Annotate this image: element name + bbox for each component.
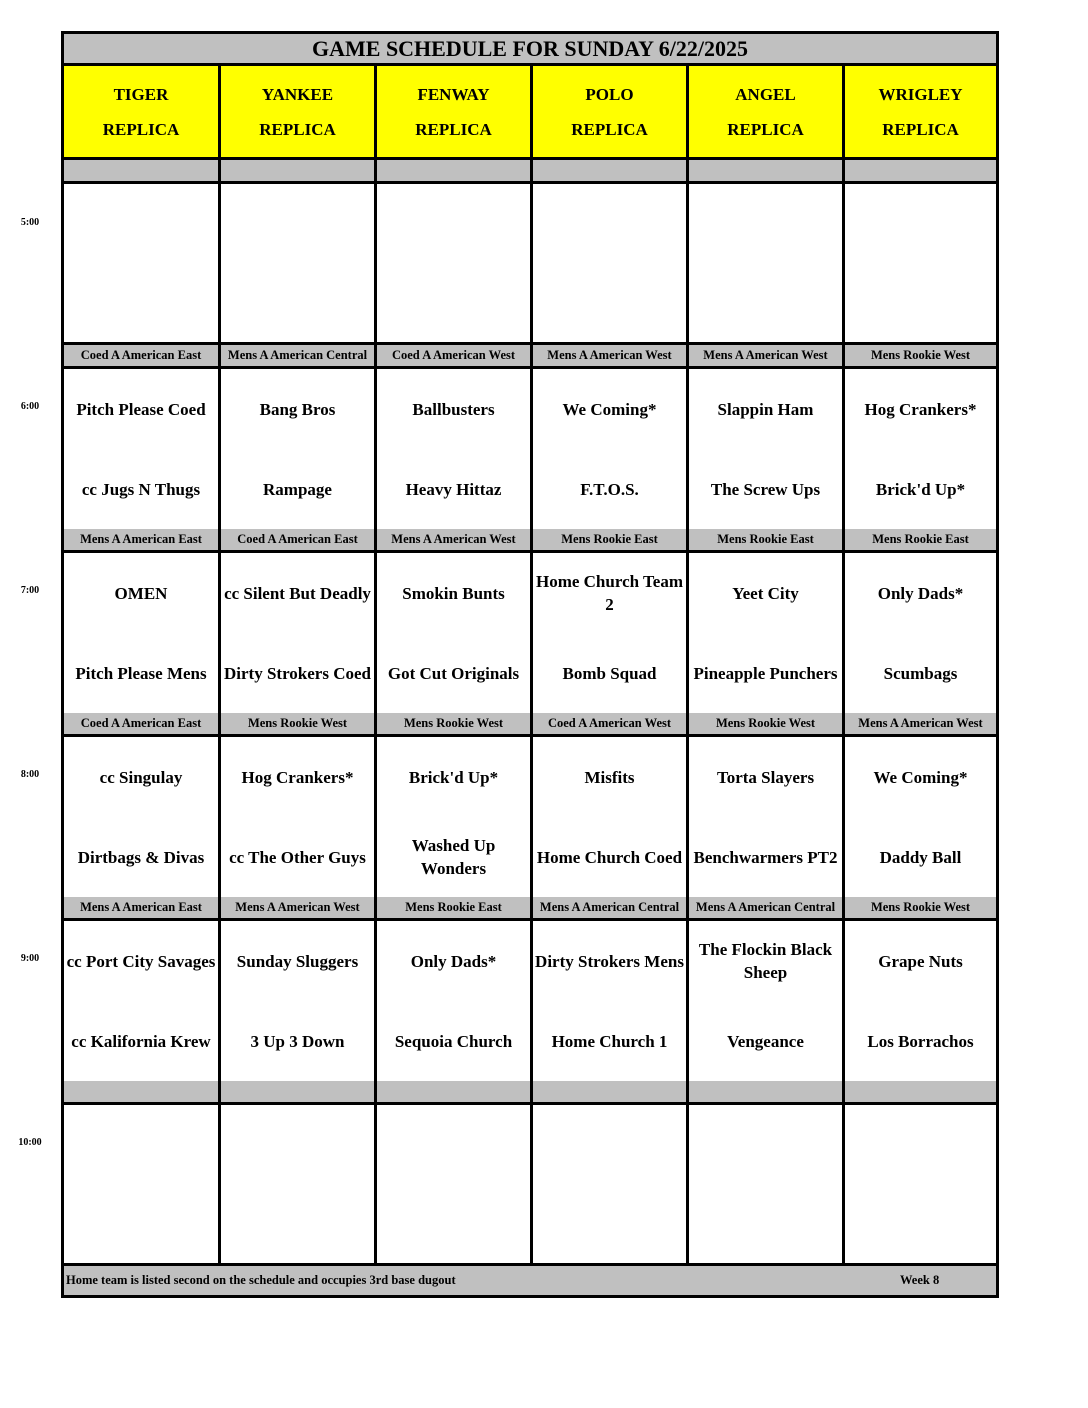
away-team: Bang Bros <box>259 399 336 419</box>
game-cell <box>533 369 686 529</box>
division-label <box>533 345 686 366</box>
division-label <box>377 529 530 550</box>
home-team: Los Borrachos <box>867 1031 974 1051</box>
game-cell <box>689 553 842 713</box>
spacer-cell <box>221 1081 374 1102</box>
game-cell <box>377 553 530 713</box>
time-label: 10:00 <box>18 1137 42 1148</box>
division-label <box>845 713 996 734</box>
game-cell <box>845 553 996 713</box>
footer-row <box>64 1266 996 1295</box>
away-team: Slappin Ham <box>717 399 814 419</box>
division-label <box>377 713 530 734</box>
empty-slot-cell <box>845 1105 996 1263</box>
division-label <box>64 897 218 918</box>
field-type: REPLICA <box>571 119 648 139</box>
game-cell <box>221 737 374 897</box>
away-team: Misfits <box>584 767 635 787</box>
game-cell <box>689 369 842 529</box>
empty-slot-cell <box>533 184 686 342</box>
time-label: 7:00 <box>20 585 40 596</box>
empty-slot-cell <box>221 184 374 342</box>
field-type: REPLICA <box>102 119 180 139</box>
home-team: cc Jugs N Thugs <box>81 479 201 499</box>
game-row <box>64 369 996 529</box>
division-label <box>64 345 218 366</box>
home-team: Pineapple Punchers <box>693 663 838 683</box>
away-team: OMEN <box>114 583 168 603</box>
spacer-cell <box>64 1081 218 1102</box>
game-cell <box>221 369 374 529</box>
spacer-cell <box>64 160 218 181</box>
empty-slot-cell <box>533 1105 686 1263</box>
footer-note: Home team is listed second on the schedule and occupies 3rd base dugout <box>66 1273 456 1287</box>
division-label <box>689 713 842 734</box>
away-team: cc Silent But Deadly <box>224 583 371 603</box>
game-cell <box>221 921 374 1081</box>
game-cell <box>377 921 530 1081</box>
division-label <box>533 897 686 918</box>
away-team: We Coming* <box>562 399 657 419</box>
home-team: cc Kalifornia Krew <box>71 1031 211 1051</box>
division-label <box>845 345 996 366</box>
spacer-cell <box>221 160 374 181</box>
division-label <box>221 529 374 550</box>
division-text: Mens A American West <box>703 348 828 362</box>
division-row <box>64 897 996 918</box>
division-text: Mens Rookie West <box>870 348 971 362</box>
spacer-cell <box>845 160 996 181</box>
field-type: REPLICA <box>415 119 492 139</box>
spacer-cell <box>689 1081 842 1102</box>
game-cell <box>533 921 686 1081</box>
schedule-sheet <box>61 31 999 1298</box>
field-header-polo <box>533 66 686 157</box>
game-cell <box>64 921 218 1081</box>
division-text: Mens A American East <box>80 532 202 546</box>
empty-slot-cell <box>377 184 530 342</box>
field-header-tiger <box>64 66 218 157</box>
field-header-yankee <box>221 66 374 157</box>
empty-slot-cell <box>689 184 842 342</box>
division-row <box>64 713 996 734</box>
division-text: Mens Rookie West <box>247 716 348 730</box>
page-title: GAME SCHEDULE FOR SUNDAY 6/22/2025 <box>312 35 748 61</box>
home-team: Rampage <box>263 479 332 499</box>
division-label <box>533 713 686 734</box>
away-team: cc Port City Savages <box>66 951 216 971</box>
empty-slot-cell <box>221 1105 374 1263</box>
away-team: We Coming* <box>873 767 968 787</box>
empty-slot-cell <box>845 184 996 342</box>
division-text: Mens A American West <box>858 716 983 730</box>
division-text: Coed A American East <box>80 348 202 362</box>
spacer-cell <box>533 160 686 181</box>
home-team: Heavy Hittaz <box>405 479 502 499</box>
division-label <box>377 345 530 366</box>
field-name: ANGEL <box>735 84 796 104</box>
division-label <box>221 345 374 366</box>
field-type: REPLICA <box>882 119 959 139</box>
spacer-cell <box>377 1081 530 1102</box>
division-text: Coed A American West <box>547 716 672 730</box>
division-text: Mens Rookie East <box>561 532 658 546</box>
home-team: The Screw Ups <box>710 479 821 499</box>
game-cell <box>64 369 218 529</box>
away-team: Sunday Sluggers <box>236 951 359 971</box>
game-row <box>64 553 996 713</box>
field-name: FENWAY <box>417 84 490 104</box>
empty-slot-cell <box>64 1105 218 1263</box>
division-text: Mens A American West <box>391 532 516 546</box>
field-type: REPLICA <box>727 119 804 139</box>
game-cell <box>377 737 530 897</box>
division-label <box>64 713 218 734</box>
home-team: 3 Up 3 Down <box>250 1031 345 1051</box>
division-text: Mens Rookie West <box>403 716 504 730</box>
field-header-angel <box>689 66 842 157</box>
spacer-cell <box>533 1081 686 1102</box>
home-team: Dirty Strokers Coed <box>224 663 371 683</box>
empty-slot-row <box>64 184 996 342</box>
away-team: Hog Crankers* <box>864 399 977 419</box>
home-team: Scumbags <box>883 663 958 683</box>
division-label <box>533 529 686 550</box>
week-label: Week 8 <box>900 1273 940 1287</box>
game-cell <box>533 737 686 897</box>
division-text: Coed A American West <box>391 348 516 362</box>
home-team: Home Church 1 <box>551 1031 668 1051</box>
field-header-row <box>64 66 996 157</box>
division-text: Mens Rookie East <box>405 900 502 914</box>
time-label: 9:00 <box>20 953 40 964</box>
away-team: Grape Nuts <box>878 951 963 971</box>
division-row <box>64 345 996 366</box>
away-team: Brick'd Up* <box>408 767 499 787</box>
field-name: YANKEE <box>261 84 334 104</box>
division-label <box>689 345 842 366</box>
division-text: Mens A American Central <box>695 900 836 914</box>
empty-slot-cell <box>377 1105 530 1263</box>
field-header-fenway <box>377 66 530 157</box>
away-team: Pitch Please Coed <box>76 399 206 419</box>
spacer-cell <box>377 160 530 181</box>
division-text: Mens A American West <box>547 348 672 362</box>
division-label <box>689 529 842 550</box>
division-text: Mens Rookie West <box>870 900 971 914</box>
away-team: Yeet City <box>732 583 799 603</box>
home-team: Washed Up Wonders <box>411 836 496 878</box>
field-header-wrigley <box>845 66 996 157</box>
home-team: Bomb Squad <box>562 663 657 683</box>
home-team: Sequoia Church <box>394 1031 513 1051</box>
away-team: Only Dads* <box>410 951 497 971</box>
spacer-row <box>64 1081 996 1102</box>
home-team: Pitch Please Mens <box>75 663 207 683</box>
game-row <box>64 921 996 1081</box>
spacer-cell <box>689 160 842 181</box>
away-team: Ballbusters <box>412 399 495 419</box>
game-cell <box>845 369 996 529</box>
home-team: Brick'd Up* <box>875 479 966 499</box>
away-team: Dirty Strokers Mens <box>535 951 684 971</box>
home-team: Home Church Coed <box>536 847 683 867</box>
spacer-row <box>64 160 996 181</box>
empty-slot-cell <box>689 1105 842 1263</box>
game-row <box>64 737 996 897</box>
division-text: Coed A American East <box>237 532 358 546</box>
game-cell <box>845 737 996 897</box>
away-team: Smokin Bunts <box>402 583 505 603</box>
division-text: Mens Rookie West <box>715 716 816 730</box>
away-team: Torta Slayers <box>716 767 815 787</box>
home-team: F.T.O.S. <box>580 479 639 499</box>
spacer-cell <box>845 1081 996 1102</box>
division-label <box>221 897 374 918</box>
division-label <box>221 713 374 734</box>
division-text: Mens Rookie East <box>717 532 814 546</box>
field-name: POLO <box>585 84 634 104</box>
home-team: Dirtbags & Divas <box>77 847 205 867</box>
division-row <box>64 529 996 550</box>
time-label: 8:00 <box>20 769 40 780</box>
empty-slot-row <box>64 1105 996 1263</box>
division-label <box>845 897 996 918</box>
game-cell <box>533 553 686 713</box>
game-cell <box>64 553 218 713</box>
game-cell <box>64 737 218 897</box>
division-text: Mens A American Central <box>539 900 680 914</box>
division-text: Mens A American East <box>80 900 202 914</box>
field-name: TIGER <box>113 84 169 104</box>
home-team: Daddy Ball <box>879 847 962 867</box>
title-row <box>64 34 996 63</box>
division-label <box>377 897 530 918</box>
division-text: Mens A American Central <box>227 348 368 362</box>
field-type: REPLICA <box>259 119 336 139</box>
home-team: Got Cut Originals <box>387 663 520 683</box>
game-cell <box>845 921 996 1081</box>
away-team: Home Church Team 2 <box>535 572 684 614</box>
empty-slot-cell <box>64 184 218 342</box>
home-team: Benchwarmers PT2 <box>693 847 838 867</box>
away-team: cc Singulay <box>99 767 183 787</box>
away-team: Only Dads* <box>877 583 964 603</box>
division-label <box>64 529 218 550</box>
time-label: 5:00 <box>20 217 40 228</box>
game-cell <box>689 921 842 1081</box>
field-name: WRIGLEY <box>878 84 963 104</box>
home-team: Vengeance <box>727 1031 804 1051</box>
division-label <box>689 897 842 918</box>
division-text: Mens Rookie East <box>872 532 969 546</box>
division-label <box>845 529 996 550</box>
game-cell <box>377 369 530 529</box>
time-label: 6:00 <box>20 401 40 412</box>
home-team: cc The Other Guys <box>229 847 366 867</box>
game-cell <box>221 553 374 713</box>
division-text: Mens A American West <box>235 900 360 914</box>
game-cell <box>689 737 842 897</box>
away-team: Hog Crankers* <box>241 767 354 787</box>
away-team: The Flockin Black Sheep <box>698 940 833 982</box>
division-text: Coed A American East <box>80 716 202 730</box>
